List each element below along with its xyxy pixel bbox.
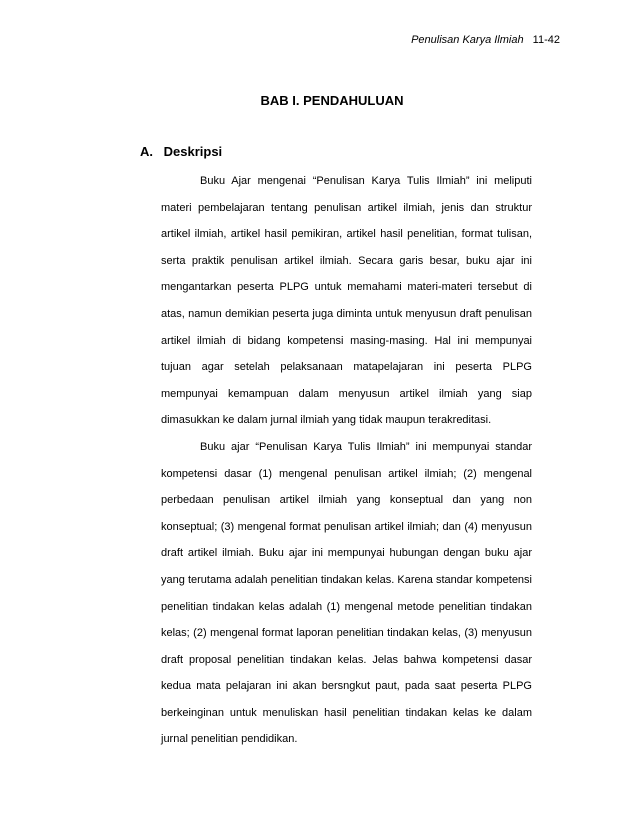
section-title: Deskripsi: [163, 144, 223, 159]
running-header: [411, 34, 560, 46]
paragraph: Buku Ajar mengenai “Penulisan Karya Tulis Ilmiah” ini meliputi materi pembelajaran tentang penulisan artikel ilmiah, jenis dan struktur artikel ilmiah, artikel hasil pemikiran, artikel hasil penelitian, format tulisan, serta praktik penulisan artikel ilmiah. Secara garis besar, buku ajar ini mengantarkan peserta PLPG untuk memahami materi-materi tersebut di atas, namun demikian peserta juga diminta untuk menyusun draft penulisan artikel ilmiah di bidang kompetensi masing-masing. Hal ini mempunyai tujuan agar setelah pelaksanaan matapelajaran ini peserta PLPG mempunyai kemampuan dalam menyusun artikel ilmiah yang siap dimasukkan ke dalam jurnal ilmiah yang tidak maupun terakreditasi.: [161, 175, 532, 427]
body-text: [161, 168, 532, 753]
section-number: A.: [140, 144, 153, 159]
page-number: 11-42: [532, 34, 560, 46]
chapter-title: BAB I. PENDAHULUAN: [260, 93, 404, 108]
section-heading: [140, 144, 222, 159]
paragraph: Buku ajar “Penulisan Karya Tulis Ilmiah” ini mempunyai standar kompetensi dasar (1) mengenal penulisan artikel ilmiah; (2) mengenal perbedaan penulisan artikel ilmiah yang konseptual dan yang non konseptual; (3) mengenal format penulisan artikel ilmiah; dan (4) menyusun draft artikel ilmiah. Buku ajar ini mempunyai hubungan dengan buku ajar yang terutama adalah penelitian tindakan kelas. Karena standar kompetensi penelitian tindakan kelas adalah (1) mengenal metode penelitian tindakan kelas; (2) mengenal format laporan penelitian tindakan kelas, (3) menyusun draft proposal penelitian tindakan kelas. Jelas bahwa kompetensi dasar kedua mata pelajaran ini akan bersngkut paut, pada saat peserta PLPG berkeinginan untuk menuliskan hasil penelitian tindakan kelas ke dalam jurnal penelitian pendidikan.: [161, 440, 532, 746]
running-title: Penulisan Karya Ilmiah: [411, 34, 524, 46]
